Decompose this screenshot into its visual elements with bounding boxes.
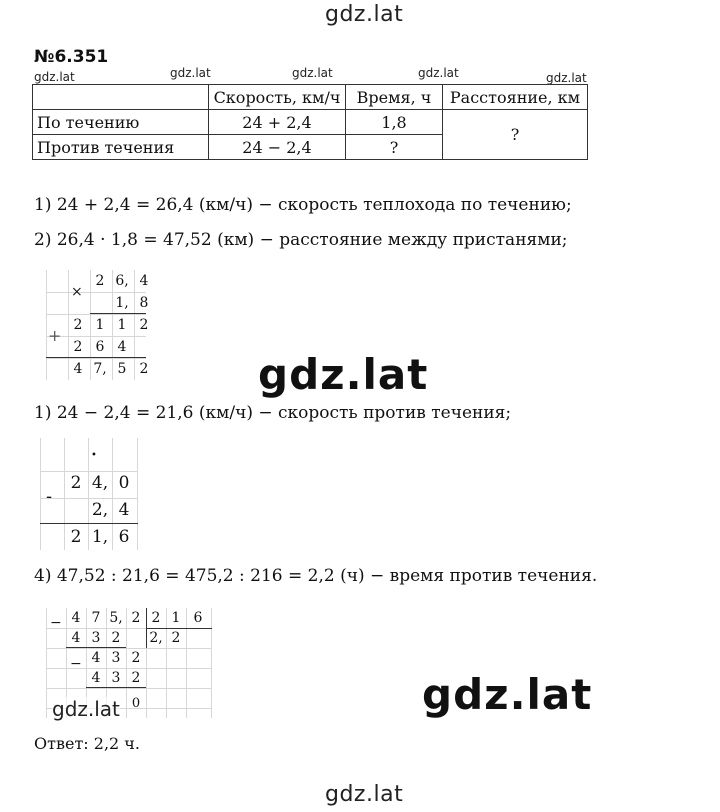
minus-sign: − <box>50 615 62 631</box>
minus-sign: − <box>70 656 82 672</box>
digit: 2 <box>139 361 149 377</box>
solution-step: 1) 24 + 2,4 = 26,4 (км/ч) − скорость теплохода по течению; <box>34 195 572 215</box>
plus-sign: + <box>48 326 62 345</box>
solution-step: 2) 26,4 · 1,8 = 47,52 (км) − расстояние между пристанями; <box>34 230 568 250</box>
digit: 6 <box>118 527 130 547</box>
minus-sign: - <box>46 486 53 507</box>
table-cell-distance: ? <box>443 110 588 160</box>
answer: Ответ: 2,2 ч. <box>34 734 140 753</box>
watermark-small: gdz.lat <box>170 66 211 80</box>
table-cell-time: 1,8 <box>346 110 443 135</box>
digit: 2 <box>73 317 83 333</box>
multiplication-grid <box>46 270 149 380</box>
table-cell-time: ? <box>346 135 443 160</box>
multiply-sign: × <box>71 284 83 300</box>
digit: 5, <box>109 610 123 626</box>
digit: 4 <box>71 610 81 626</box>
table-header-cell <box>33 85 209 110</box>
digit: 5 <box>117 361 127 377</box>
subtraction-grid <box>40 438 138 550</box>
digit: 4 <box>73 361 83 377</box>
digit: 4 <box>91 650 101 666</box>
carry-dot: • <box>91 450 97 461</box>
digit: 2 <box>131 610 141 626</box>
digit: 2 <box>95 273 105 289</box>
digit: 1 <box>95 317 105 333</box>
watermark-grid: gdz.lat <box>52 697 120 721</box>
digit: 7 <box>91 610 101 626</box>
digit: 2 <box>70 473 82 493</box>
digit: 2 <box>139 317 149 333</box>
digit: 2 <box>111 630 121 646</box>
digit: 1, <box>115 295 129 311</box>
watermark-big: gdz.lat <box>258 350 429 399</box>
digit: 3 <box>111 650 121 666</box>
table-row-label: По течению <box>33 110 209 135</box>
digit: 2 <box>73 339 83 355</box>
task-number: №6.351 <box>34 47 109 67</box>
digit: 3 <box>111 670 121 686</box>
digit: 0 <box>118 473 130 493</box>
digit: 2 <box>151 610 161 626</box>
table-header-cell: Расстояние, км <box>443 85 588 110</box>
digit: 1 <box>171 610 181 626</box>
solution-step: 1) 24 − 2,4 = 21,6 (км/ч) − скорость против течения; <box>34 403 512 423</box>
quotient-digit: 2 <box>171 630 181 646</box>
watermark-small: gdz.lat <box>34 70 75 84</box>
watermark-bottom: gdz.lat <box>325 782 404 807</box>
digit: 4, <box>91 473 109 493</box>
digit: 1 <box>117 317 127 333</box>
digit: 4 <box>139 273 149 289</box>
table-cell-speed: 24 − 2,4 <box>209 135 346 160</box>
watermark-top: gdz.lat <box>325 2 404 27</box>
table-cell-speed: 24 + 2,4 <box>209 110 346 135</box>
digit: 6 <box>193 610 203 626</box>
digit: 8 <box>139 295 149 311</box>
digit: 2 <box>131 670 141 686</box>
digit: 6, <box>115 273 129 289</box>
digit: 4 <box>118 500 130 520</box>
table-header-cell: Время, ч <box>346 85 443 110</box>
digit: 4 <box>91 670 101 686</box>
table-header-cell: Скорость, км/ч <box>209 85 346 110</box>
digit: 4 <box>71 630 81 646</box>
table-row-label: Против течения <box>33 135 209 160</box>
quotient-digit: 2, <box>149 630 163 646</box>
watermark-small: gdz.lat <box>418 66 459 80</box>
watermark-small: gdz.lat <box>546 71 587 85</box>
watermark-big: gdz.lat <box>422 670 593 719</box>
problem-table <box>32 84 588 160</box>
watermark-small: gdz.lat <box>292 66 333 80</box>
digit: 2 <box>70 527 82 547</box>
digit: 1, <box>91 527 109 547</box>
digit: 7, <box>93 361 107 377</box>
digit: 2, <box>91 500 109 520</box>
digit: 0 <box>131 696 141 711</box>
digit: 4 <box>117 339 127 355</box>
digit: 3 <box>91 630 101 646</box>
solution-step: 4) 47,52 : 21,6 = 475,2 : 216 = 2,2 (ч) − время против течения. <box>34 566 598 586</box>
digit: 6 <box>95 339 105 355</box>
digit: 2 <box>131 650 141 666</box>
